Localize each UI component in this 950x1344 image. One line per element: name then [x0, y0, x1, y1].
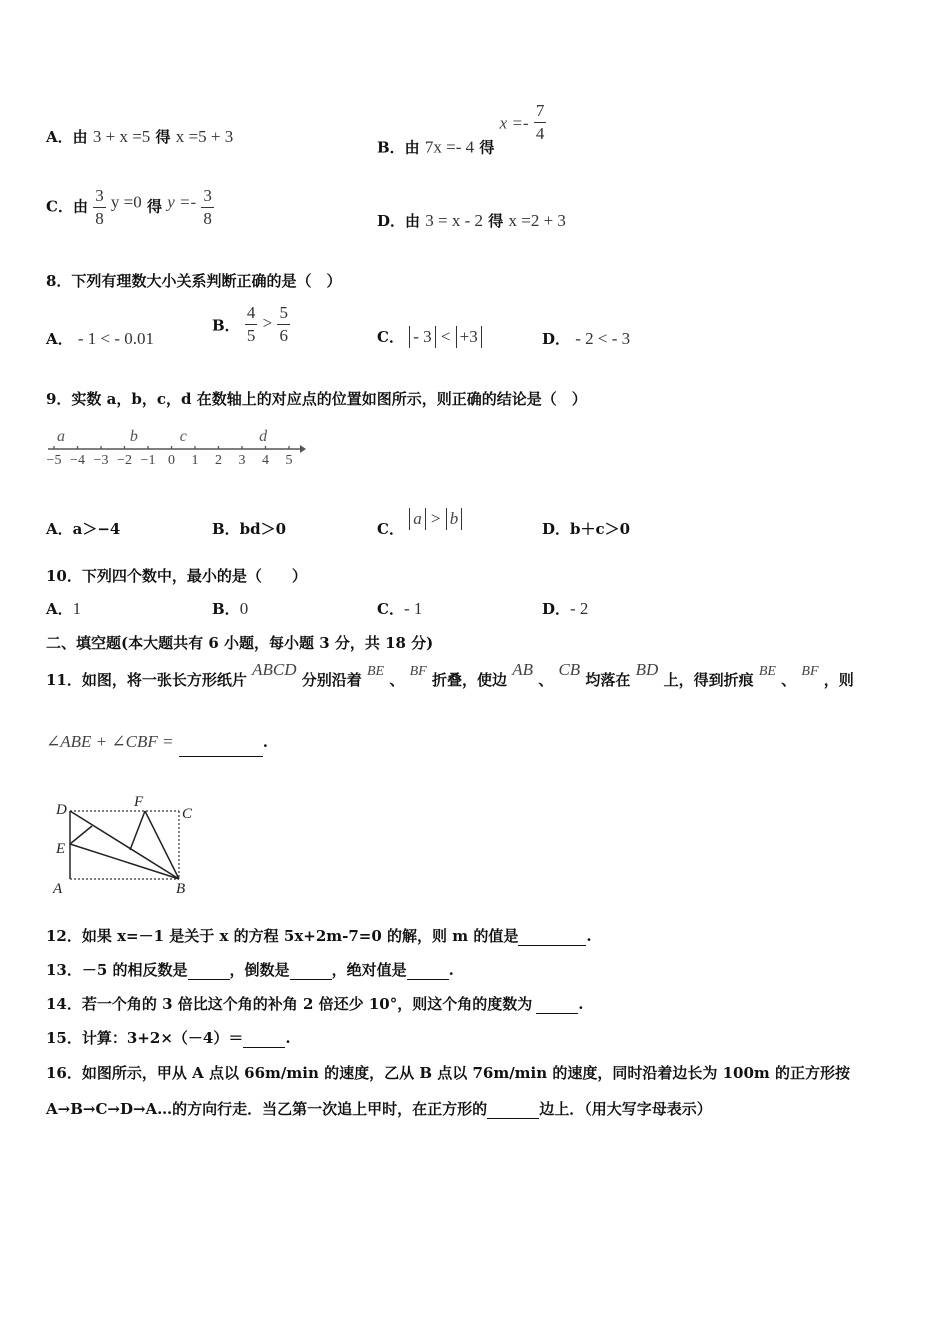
label-f: F — [134, 794, 144, 810]
section-heading: 二、填空题(本大题共有 6 小题，每小题 3 分，共 18 分) — [46, 634, 434, 652]
fold-segment-f — [130, 811, 145, 850]
fraction: $\frac{3}{8}$ — [95, 186, 104, 228]
answer-blank[interactable] — [487, 1100, 539, 1119]
fraction: $\frac{3}{8}$ — [203, 186, 212, 228]
fraction: $\frac{4}{5}$ — [246, 303, 256, 345]
q11-expression: ∠ABE + ∠CBF = . — [46, 732, 268, 757]
point-label-c: c — [179, 428, 187, 445]
point-label-d: d — [259, 428, 268, 445]
q8-option-b: B． $\frac{4}{5}$ > $\frac{5}{6}$ — [212, 303, 288, 345]
answer-blank[interactable] — [407, 961, 449, 980]
tick-label: 4 — [262, 453, 269, 468]
q11-stem: 11．如图，将一张长方形纸片 ABCD 分别沿着 BE 、 BF 折叠，使边 AB 、 CB 均落在 BD 上，得到折痕 BE 、 BF ，则 — [46, 660, 854, 689]
q10-stem: 10．下列四个数中，最小的是（ ） — [46, 567, 307, 585]
label-d: D — [56, 802, 67, 818]
q9-option-a: A．a＞−4 — [46, 520, 121, 538]
q9-option-c: C． a > b — [377, 508, 462, 539]
q7-option-b: B．由 7x =- 4 得 x =- $\frac{7}{4}$ — [377, 101, 545, 157]
q10-option-c: C．- 1 — [377, 599, 423, 618]
tick-label: −3 — [93, 453, 109, 468]
fraction: $\frac{5}{6}$ — [279, 303, 288, 345]
number-line-figure — [44, 420, 314, 478]
q8-stem: 8．下列有理数大小关系判断正确的是（ ） — [46, 272, 342, 290]
fraction: $\frac{7}{4}$ — [535, 101, 545, 143]
tick-label: −5 — [46, 453, 62, 468]
label-b: B — [176, 881, 186, 897]
q7-option-a: A．由 3 + x =5 得 x =5 + 3 — [46, 127, 234, 146]
q8-option-c: C． - 3 < +3 — [377, 326, 482, 348]
rectangle-fold-figure — [48, 792, 203, 898]
q8-option-a: A． - 1 < - 0.01 — [46, 329, 155, 348]
tick-label: −4 — [70, 453, 85, 468]
tick-label: 1 — [191, 453, 199, 468]
answer-blank[interactable] — [243, 1029, 285, 1048]
q9-option-d: D．b＋c＞0 — [542, 520, 631, 538]
q9-option-b: B．bd＞0 — [212, 520, 287, 538]
q10-option-b: B．0 — [212, 599, 249, 618]
q9-stem: 9．实数 a，b，c，d 在数轴上的对应点的位置如图所示，则正确的结论是（ ） — [46, 390, 587, 408]
q12: 12．如果 x=－1 是关于 x 的方程 5x+2m-7=0 的解，则 m 的值是 . — [46, 927, 592, 945]
q16-line2: A→B→C→D→A…的方向行走．当乙第一次追上甲时，在正方形的 边上．（用大写字母表示） — [46, 1100, 712, 1118]
number-line-points — [57, 428, 268, 445]
tick-label: 3 — [238, 453, 246, 468]
label-c: C — [182, 806, 193, 822]
tick-label: 5 — [285, 453, 293, 468]
fold-be — [70, 844, 179, 879]
answer-blank[interactable] — [188, 961, 230, 980]
q16-line1: 16．如图所示，甲从 A 点以 66m/min 的速度，乙从 B 点以 76m/min 的速度，同时沿着边长为 100m 的正方形按 — [46, 1064, 850, 1082]
answer-blank[interactable] — [518, 927, 586, 946]
label-a: A — [53, 881, 63, 897]
arrow-icon — [300, 445, 306, 453]
point-label-a: a — [57, 428, 66, 445]
q7-option-c: C．由 $\frac{3}{8}$ y =0 得 y =- $\frac{3}{8}$ — [46, 186, 212, 228]
answer-blank[interactable] — [290, 961, 332, 980]
q10-option-a: A．1 — [46, 599, 82, 618]
tick-label: 2 — [215, 453, 222, 468]
q8-option-d: D． - 2 < - 3 — [542, 329, 631, 348]
point-label-b: b — [129, 428, 138, 445]
q10-option-d: D．- 2 — [542, 599, 589, 618]
tick-label: −2 — [117, 453, 132, 468]
fold-segment-e — [70, 826, 92, 844]
tick-label: 0 — [168, 453, 175, 468]
answer-blank[interactable] — [179, 756, 263, 757]
q15: 15．计算：3+2×（－4）＝ . — [46, 1029, 291, 1047]
answer-blank[interactable] — [536, 995, 578, 1014]
q7-option-d: D．由 3 = x - 2 得 x =2 + 3 — [377, 211, 566, 230]
tick-label: −1 — [140, 453, 156, 468]
label-e: E — [56, 841, 66, 857]
q14: 14．若一个角的 3 倍比这个角的补角 2 倍还少 10°，则这个角的度数为 . — [46, 995, 584, 1013]
q13: 13．－5 的相反数是 ，倒数是 ，绝对值是 . — [46, 961, 454, 979]
